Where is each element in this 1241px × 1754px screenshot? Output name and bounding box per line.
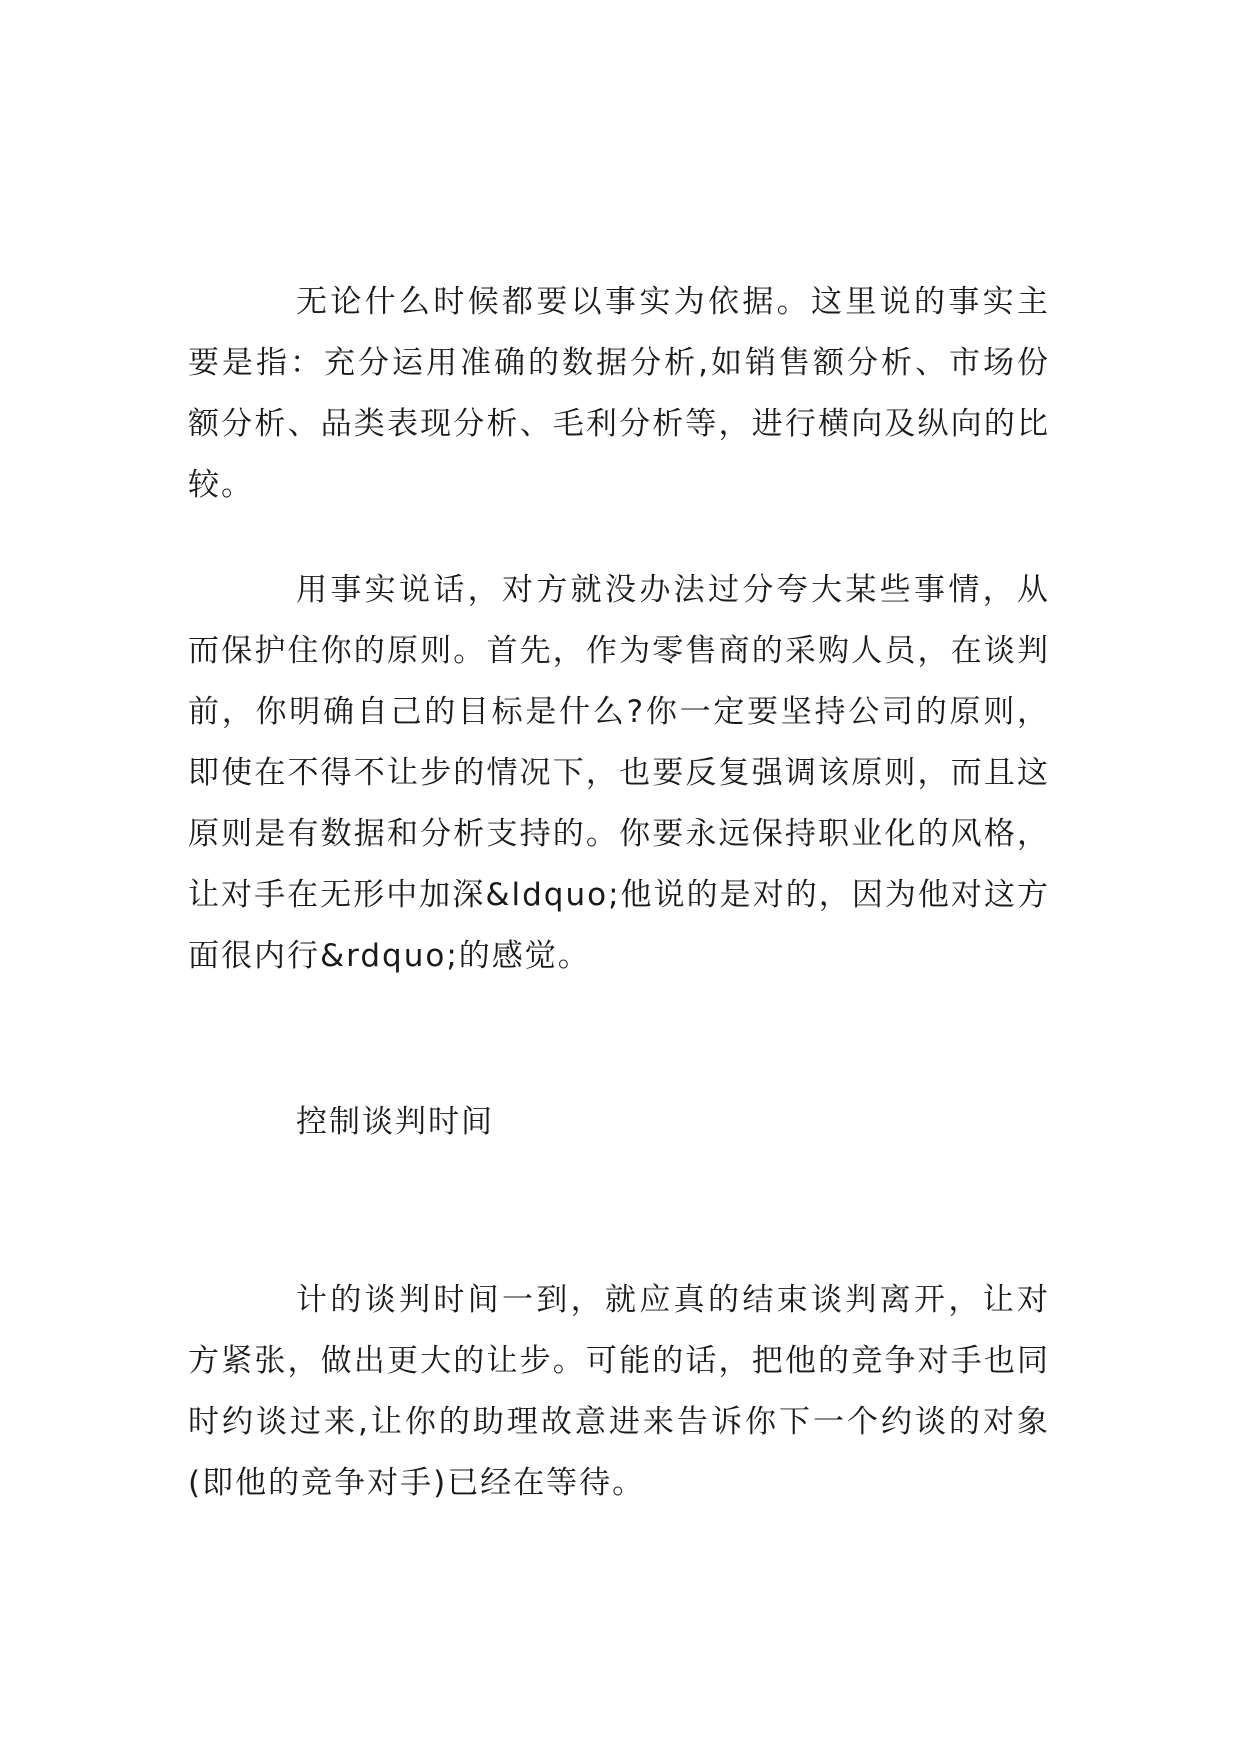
paragraph-facts-basis: 无论什么时候都要以事实为依据。这里说的事实主要是指：充分运用准确的数据分析,如销售额分析、市场份额分析、品类表现分析、毛利分析等，进行横向及纵向的比较。 — [188, 284, 1050, 503]
paragraph-negotiation-time: 计的谈判时间一到，就应真的结束谈判离开，让对方紧张，做出更大的让步。可能的话，把他的竞争对手也同时约谈过来,让你的助理故意进来告诉你下一个约谈的对象(即他的竞争对手)已经在等待。 — [188, 1282, 1050, 1501]
section-heading-control-time: 控制谈判时间 — [296, 1104, 494, 1140]
paragraph-speak-with-facts: 用事实说话，对方就没办法过分夸大某些事情，从而保护住你的原则。首先，作为零售商的采购人员，在谈判前，你明确自己的目标是什么?你一定要坚持公司的原则，即使在不得不让步的情况下，也要反复强调该原则，而且这原则是有数据和分析支持的。你要永远保持职业化的风格，让对手在无形中加深&ldquo;他说的是对的，因为他对这方面很内行&rdquo;的感觉。 — [188, 572, 1050, 974]
